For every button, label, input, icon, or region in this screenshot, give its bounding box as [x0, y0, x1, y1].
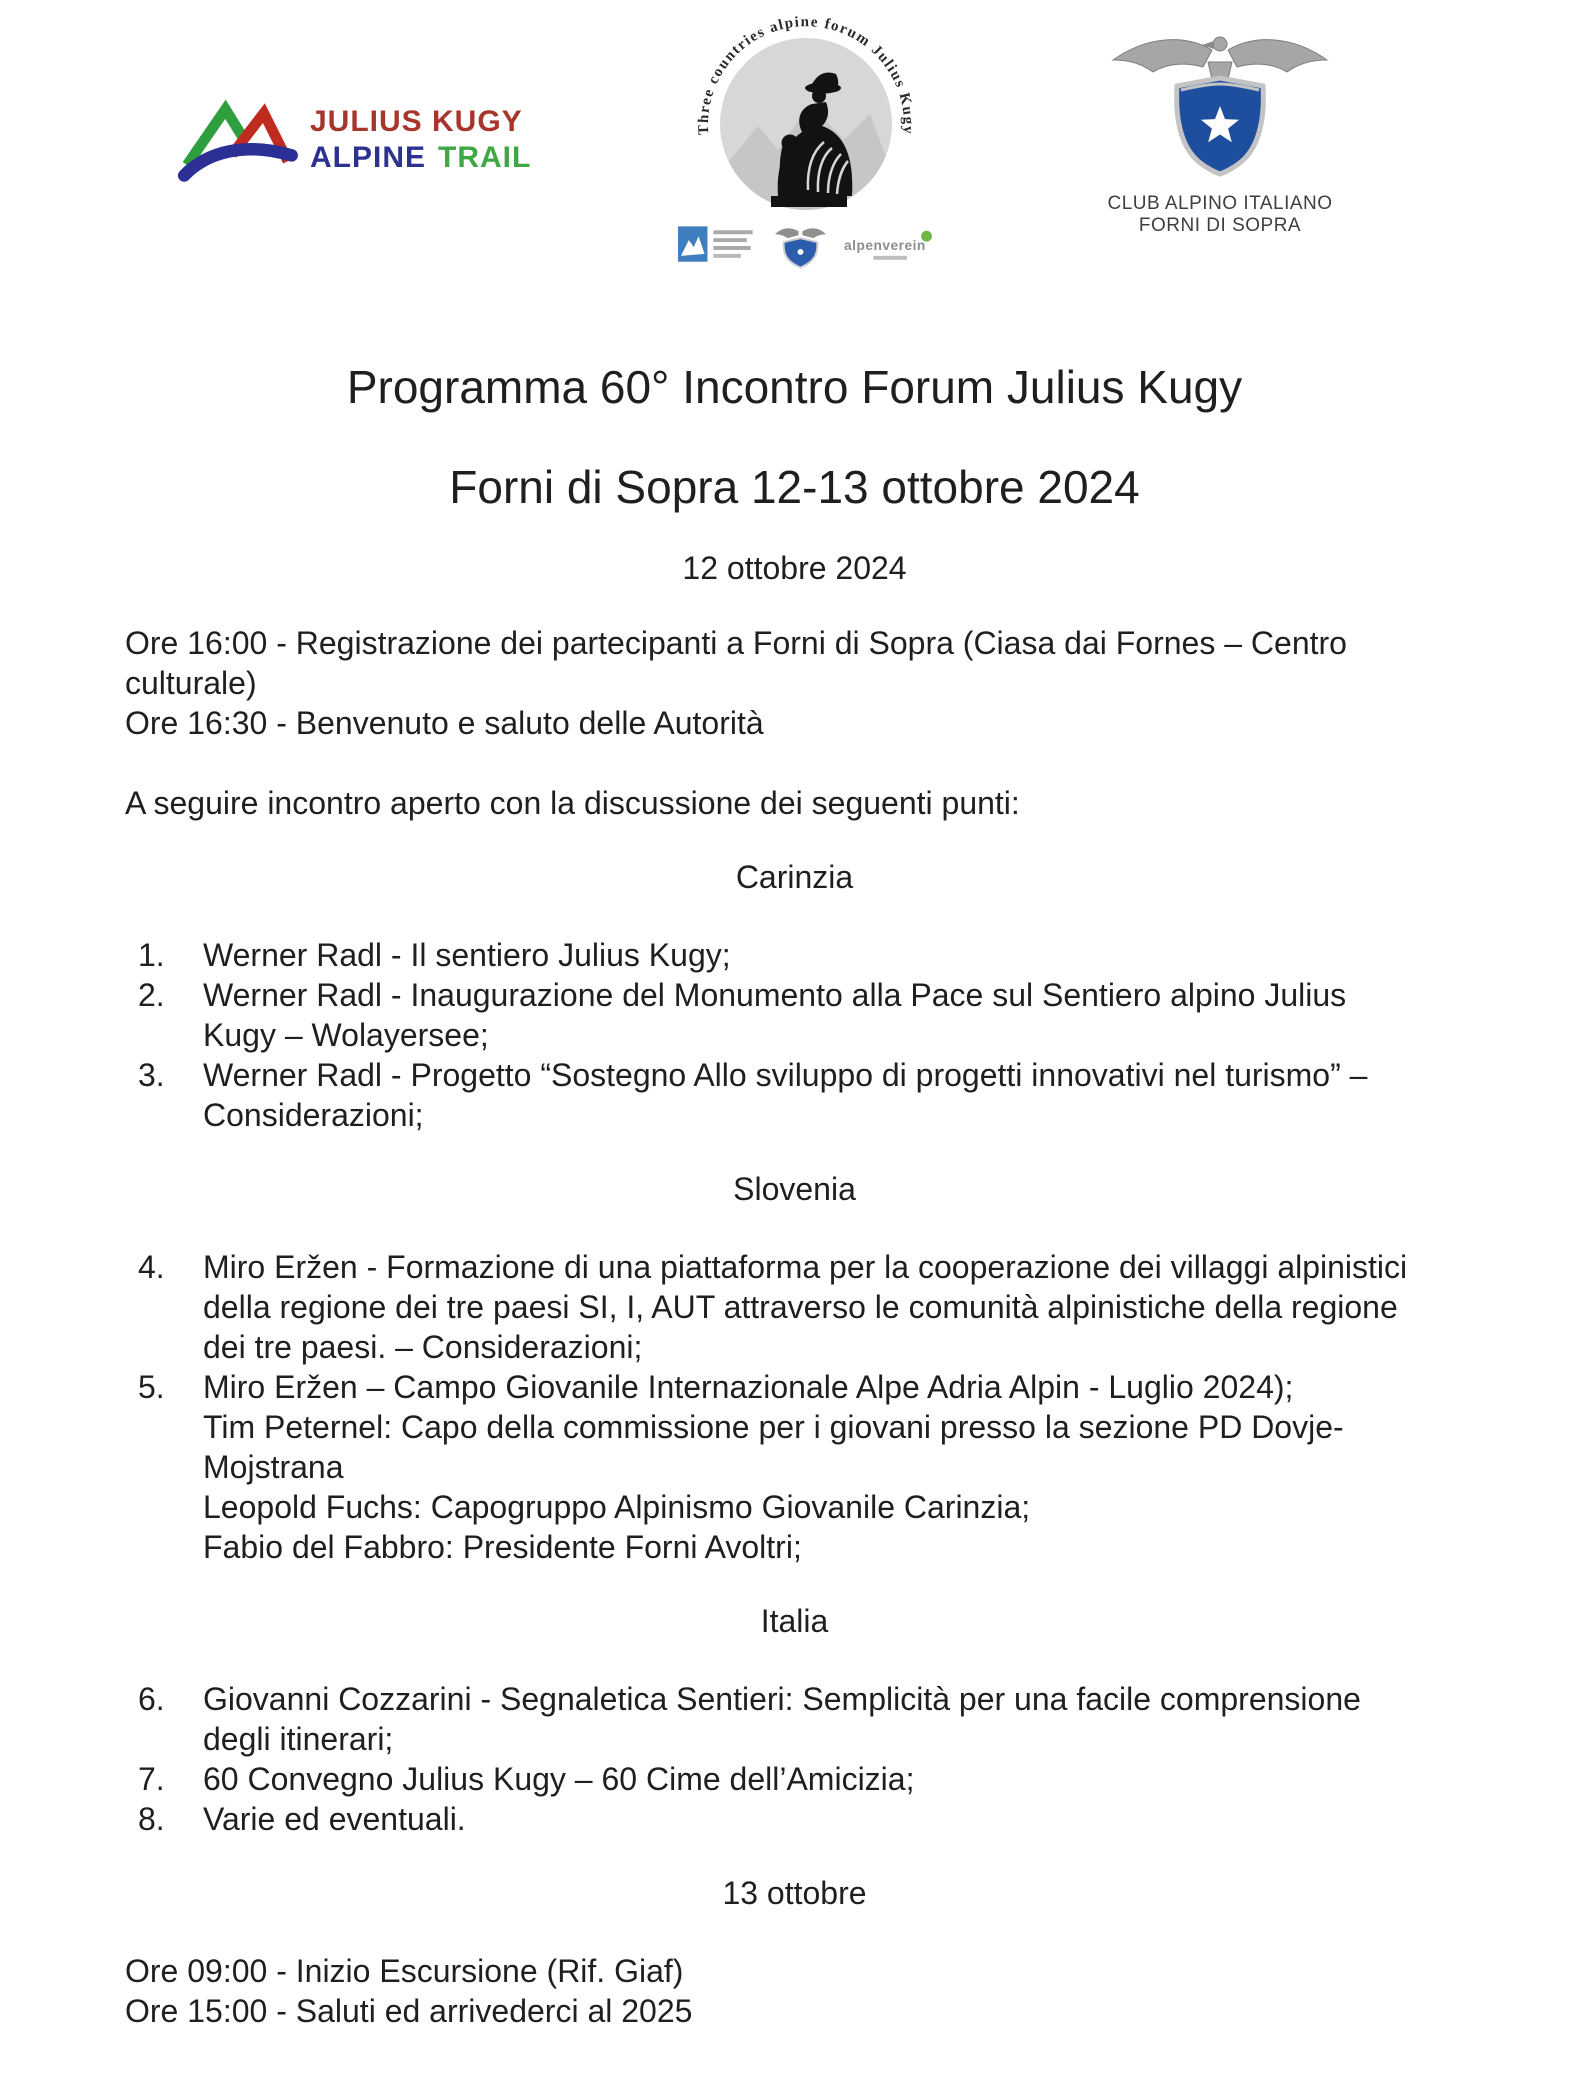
discussion-note: A seguire incontro aperto con la discussione dei seguenti punti: [125, 785, 1020, 821]
item-text [203, 975, 1346, 1055]
day2-date-heading: 13 ottobre [722, 1875, 867, 1911]
day2-schedule [125, 1951, 1464, 2031]
program-item [125, 1759, 1464, 1799]
cai-eagle-shield-icon [1105, 30, 1335, 180]
emblem-arc-text: Three countries alpine forum Julius Kugy [695, 14, 917, 136]
item-line: degli itinerari; [203, 1721, 394, 1757]
item-number: 6. [138, 1681, 165, 1717]
section-heading-italia: Italia [760, 1603, 829, 1639]
forum-emblem-icon [678, 8, 934, 216]
program-item [125, 1247, 1464, 1367]
day2-line: Ore 09:00 - Inizio Escursione (Rif. Giaf) [125, 1953, 684, 1989]
program-document [0, 270, 1574, 2031]
item-line: Kugy – Wolayersee; [203, 1017, 489, 1053]
item-text [203, 935, 731, 975]
document-title: Programma 60° Incontro Forum Julius Kugy [346, 361, 1243, 413]
item-number: 1. [138, 937, 165, 973]
logo-title-julius-kugy: JULIUS KUGY [310, 105, 523, 138]
item-line: Miro Eržen - Formazione di una piattaforma per la cooperazione dei villaggi alpinistici [203, 1249, 1408, 1285]
julius-kugy-alpine-trail-logo [172, 92, 531, 188]
item-number: 3. [138, 1057, 165, 1093]
day1-date-heading: 12 ottobre 2024 [682, 550, 907, 586]
item-line: Werner Radl - Progetto “Sostegno Allo sviluppo di progetti innovativi nel turismo” – [203, 1057, 1368, 1093]
item-text [203, 1055, 1367, 1135]
program-list [125, 1247, 1464, 1567]
item-text [203, 1367, 1344, 1567]
item-number: 7. [138, 1761, 165, 1797]
section-heading-carinzia: Carinzia [735, 859, 854, 895]
item-text [203, 1799, 466, 1839]
item-text [203, 1247, 1407, 1367]
item-number: 5. [138, 1369, 165, 1405]
pzs-logo [678, 224, 757, 270]
item-number: 2. [138, 977, 165, 1013]
program-item [125, 1055, 1464, 1135]
item-line: Fabio del Fabbro: Presidente Forni Avoltri; [203, 1529, 802, 1565]
item-line: Mojstrana [203, 1449, 344, 1485]
day1-intro-line: Ore 16:30 - Benvenuto e saluto delle Autorità [125, 705, 764, 741]
program-sections [125, 857, 1464, 1839]
logo-word-alpine: ALPINE [310, 141, 427, 174]
item-line: Considerazioni; [203, 1097, 424, 1133]
item-line: Leopold Fuchs: Capogruppo Alpinismo Giovanile Carinzia; [203, 1489, 1031, 1525]
item-line: Werner Radl - Il sentiero Julius Kugy; [203, 937, 731, 973]
alpenverein-label: alpenverein [843, 237, 926, 253]
day2-line: Ore 15:00 - Saluti ed arrivederci al 2025 [125, 1993, 693, 2029]
item-line: Werner Radl - Inaugurazione del Monumento alla Pace sul Sentiero alpino Julius [203, 977, 1347, 1013]
program-item [125, 1799, 1464, 1839]
mountain-trail-icon [172, 92, 300, 188]
cai-caption-line2: FORNI DI SOPRA [1138, 215, 1302, 236]
item-line: 60 Convegno Julius Kugy – 60 Cime dell’Amicizia; [203, 1761, 915, 1797]
section-heading-slovenia: Slovenia [733, 1171, 856, 1207]
three-countries-forum-logo [678, 8, 934, 271]
item-line: Varie ed eventuali. [203, 1801, 466, 1837]
program-item [125, 1679, 1464, 1759]
day1-intro-line: culturale) [125, 665, 257, 701]
program-item [125, 935, 1464, 975]
program-item [125, 975, 1464, 1055]
program-list [125, 935, 1464, 1135]
item-line: Tim Peternel: Capo della commissione per i giovani presso la sezione PD Dovje- [203, 1409, 1344, 1445]
item-number: 8. [138, 1801, 165, 1837]
program-list [125, 1679, 1464, 1839]
alpenverein-logo [844, 224, 934, 270]
logo-word-trail: TRAIL [438, 141, 532, 174]
document-subtitle: Forni di Sopra 12-13 ottobre 2024 [449, 461, 1140, 513]
cai-small-logo [773, 224, 828, 270]
partner-logos-row [678, 223, 934, 271]
cai-caption-line1: CLUB ALPINO ITALIANO [1107, 193, 1333, 214]
program-item [125, 1367, 1464, 1567]
item-line: Giovanni Cozzarini - Segnaletica Sentieri: Semplicità per una facile comprensione [203, 1681, 1361, 1717]
item-text [203, 1759, 914, 1799]
item-number: 4. [138, 1249, 165, 1285]
item-line: della regione dei tre paesi SI, I, AUT attraverso le comunità alpinistiche della regione [203, 1289, 1398, 1325]
item-line: Miro Eržen – Campo Giovanile Internazionale Alpe Adria Alpin - Luglio 2024); [203, 1369, 1294, 1405]
day1-intro [125, 623, 1464, 743]
cai-forni-di-sopra-logo [1105, 30, 1335, 237]
item-line: dei tre paesi. – Considerazioni; [203, 1329, 643, 1365]
item-text [203, 1679, 1361, 1759]
day1-intro-line: Ore 16:00 - Registrazione dei partecipanti a Forni di Sopra (Ciasa dai Fornes – Centro [125, 625, 1347, 661]
